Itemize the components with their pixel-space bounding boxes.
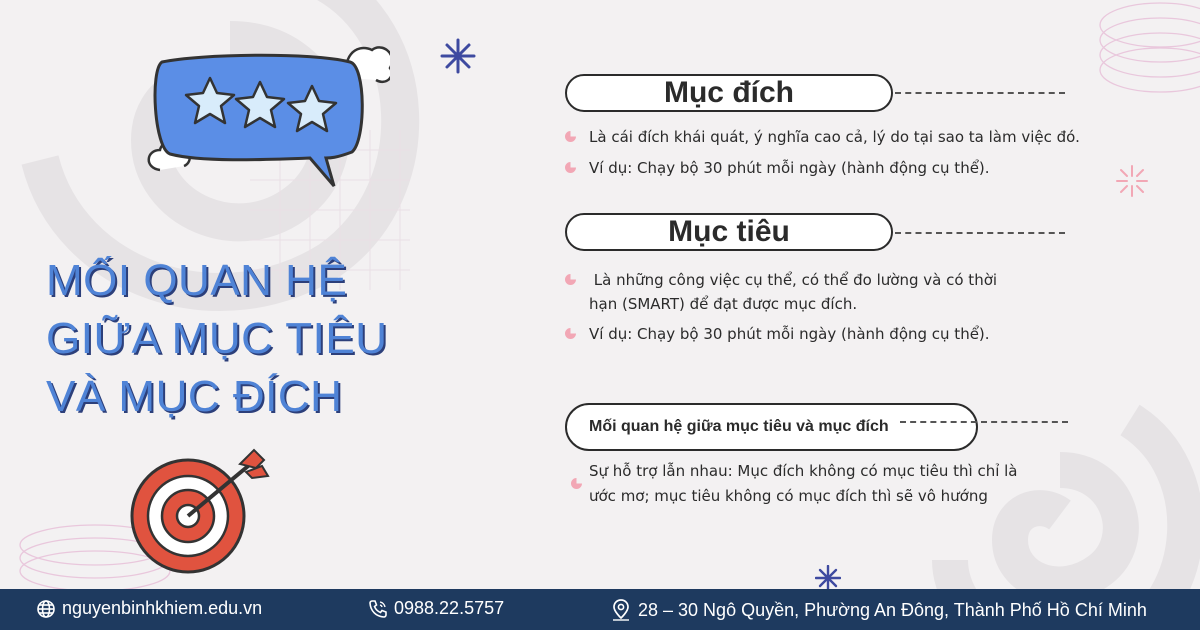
bullet-icon bbox=[565, 274, 576, 285]
sparkle-icon bbox=[815, 565, 841, 591]
footer-website[interactable] bbox=[36, 598, 262, 619]
footer-address[interactable] bbox=[610, 598, 1147, 622]
bullet-icon bbox=[571, 478, 582, 489]
footer-address-text: 28 – 30 Ngô Quyền, Phường An Đông, Thành Phố Hồ Chí Minh bbox=[638, 599, 1147, 620]
section-bullet: Sự hỗ trợ lẫn nhau: Mục đích không có mục tiêu thì chỉ là bbox=[589, 462, 1018, 480]
bullet-icon bbox=[565, 131, 576, 142]
title-line: GIỮA MỤC TIÊU bbox=[46, 314, 388, 363]
title-line: VÀ MỤC ĐÍCH bbox=[46, 372, 343, 421]
star-rating-bubble-icon bbox=[140, 40, 390, 190]
section-bullet: Là cái đích khái quát, ý nghĩa cao cả, lý do tại sao ta làm việc đó. bbox=[589, 128, 1080, 146]
section-bullet-continuation: ước mơ; mục tiêu không có mục đích thì sẽ vô hướng bbox=[589, 487, 988, 505]
sparkle-icon bbox=[440, 38, 476, 74]
dashed-divider bbox=[895, 232, 1065, 234]
section-heading: Mục tiêu bbox=[668, 215, 790, 248]
footer-phone[interactable] bbox=[368, 598, 504, 619]
section-heading: Mối quan hệ giữa mục tiêu và mục đích bbox=[589, 418, 889, 435]
sparkle-icon bbox=[1115, 164, 1149, 198]
bullet-icon bbox=[565, 328, 576, 339]
globe-icon bbox=[36, 599, 56, 619]
footer-website-text: nguyenbinhkhiem.edu.vn bbox=[62, 598, 263, 618]
bullet-icon bbox=[565, 162, 576, 173]
footer-bar bbox=[0, 589, 1200, 630]
section-bullet-continuation: hạn (SMART) để đạt được mục đích. bbox=[589, 295, 858, 313]
phone-icon bbox=[368, 599, 388, 619]
title-line: MỐI QUAN HỆ bbox=[46, 256, 348, 305]
page-title bbox=[46, 252, 388, 426]
target-arrow-icon bbox=[128, 448, 273, 578]
section-bullet: Ví dụ: Chạy bộ 30 phút mỗi ngày (hành động cụ thể). bbox=[589, 325, 990, 343]
section-bullet: Là những công việc cụ thể, có thể đo lường và có thời bbox=[589, 271, 998, 289]
dashed-divider bbox=[900, 421, 1068, 423]
section-bullet: Ví dụ: Chạy bộ 30 phút mỗi ngày (hành động cụ thể). bbox=[589, 159, 990, 177]
section-heading: Mục đích bbox=[663, 76, 794, 109]
dashed-divider bbox=[895, 92, 1065, 94]
location-pin-icon bbox=[610, 598, 632, 622]
footer-phone-text: 0988.22.5757 bbox=[394, 598, 505, 618]
